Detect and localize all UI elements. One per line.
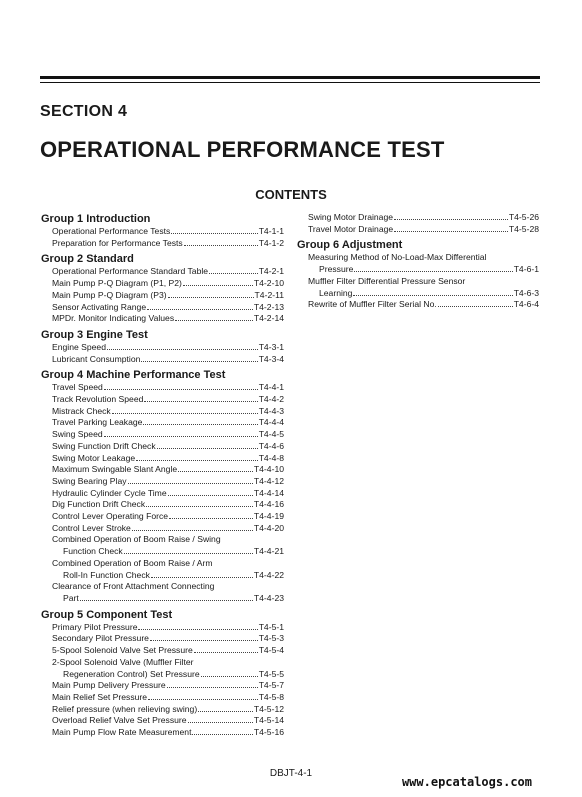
dot-leader [128,476,253,484]
toc-entry-text: Hydraulic Cylinder Cycle Time [52,487,167,498]
dot-leader [132,523,253,531]
toc-page-ref: T4-4-5 [258,429,284,440]
toc-page-ref: T4-4-8 [258,452,284,463]
toc-page-ref: T4-4-3 [258,405,284,416]
toc-page-ref: T4-4-1 [258,382,284,393]
toc-entry[interactable] [297,212,539,224]
dot-leader [354,264,512,272]
page-number: DBJT-4-1 [269,768,313,779]
toc-entry-text: Main Pump Flow Rate Measurement [52,727,192,738]
toc-entry-text: Clearance of Front Attachment Connecting [52,581,215,592]
dot-leader [148,692,258,700]
toc-page-ref: T4-1-2 [258,237,284,248]
toc-page-ref: T4-5-4 [258,645,284,656]
toc-entry-text: Swing Function Drift Check [52,440,156,451]
dot-leader [438,299,513,307]
toc-entry[interactable] [297,288,539,300]
toc-entry-line [297,252,539,264]
toc-entry-text-cont: Function Check [63,546,123,557]
toc-entry[interactable] [41,417,284,429]
dot-leader [184,238,258,246]
toc-entry[interactable] [41,278,284,290]
toc-entry-text: Swing Bearing Play [52,475,127,486]
toc-entry-line [41,558,284,570]
toc-entry[interactable] [41,499,284,511]
toc-entry-text-cont: Pressure [319,264,354,275]
toc-page-ref: T4-4-14 [253,487,284,498]
toc-entry[interactable] [41,622,284,634]
toc-page-ref: T4-2-13 [253,301,284,312]
toc-entry-text: Main Pump Delivery Pressure [52,680,166,691]
toc-entry-text: Combined Operation of Boom Raise / Swing [52,534,221,545]
toc-entry-text-cont: Regeneration Control) Set Pressure [63,668,200,679]
toc-entry-text: Maximum Swingable Slant Angle [52,464,178,475]
toc-entry-text: Operational Performance Standard Table [52,266,209,277]
toc-page-ref: T4-4-23 [253,592,284,603]
toc-entry[interactable] [41,727,284,739]
group-title: Group 4 Machine Performance Test [41,369,226,382]
dot-leader [104,429,258,437]
toc-entry-text: Swing Speed [52,429,103,440]
toc-entry[interactable] [41,302,284,314]
toc-entry[interactable] [41,382,284,394]
toc-page-ref: T4-5-1 [258,621,284,632]
toc-page-ref: T4-2-11 [254,289,284,300]
dot-leader [141,354,257,362]
toc-page-ref: T4-5-5 [258,668,284,679]
dot-leader [394,212,508,220]
toc-page-ref: T4-5-28 [508,223,539,234]
contents-heading: CONTENTS [255,187,327,202]
dot-leader [167,680,258,688]
group-title: Group 6 Adjustment [297,239,403,252]
toc-entry[interactable] [41,692,284,704]
dot-leader [168,290,254,298]
dot-leader [394,224,508,232]
toc-entry-line [41,581,284,593]
dot-leader [144,394,257,402]
header-rule-thick [40,76,540,79]
toc-entry-text: Rewrite of Muffler Filter Serial No. [308,299,437,310]
toc-page-ref: T4-5-8 [258,691,284,702]
dot-leader [168,488,253,496]
toc-page-ref: T4-4-20 [253,522,284,533]
toc-page-ref: T4-4-21 [253,546,284,557]
dot-leader [147,302,253,310]
dot-leader [80,593,253,601]
toc-entry-text: 5-Spool Solenoid Valve Set Pressure [52,645,193,656]
watermark: www.epcatalogs.com [401,775,532,789]
dot-leader [112,406,258,414]
toc-entry-text: Travel Motor Drainage [308,223,394,234]
dot-leader [157,441,258,449]
toc-entry[interactable] [41,715,284,727]
dot-leader [183,278,253,286]
dot-leader [209,266,258,274]
toc-entry-text: Secondary Pilot Pressure [52,633,149,644]
dot-leader [201,669,258,677]
toc-page-ref: T4-5-3 [258,633,284,644]
toc-entry[interactable] [297,264,539,276]
toc-page-ref: T4-5-14 [253,715,284,726]
toc-page-ref: T4-4-6 [258,440,284,451]
toc-entry[interactable] [41,290,284,302]
toc-entry[interactable] [41,511,284,523]
toc-entry[interactable] [41,342,284,354]
dot-leader [194,645,258,653]
toc-entry[interactable] [41,238,284,250]
toc-entry[interactable] [297,299,539,311]
dot-leader [151,570,253,578]
toc-entry-text: Relief pressure (when relieving swing) [52,703,198,714]
toc-entry-line [41,657,284,669]
dot-leader [192,727,252,735]
toc-page-ref: T4-2-10 [253,278,284,289]
section-label: SECTION 4 [40,103,128,120]
toc-entry[interactable] [41,669,284,681]
toc-entry-text: Control Lever Stroke [52,522,131,533]
toc-entry-line [41,534,284,546]
toc-page-ref: T4-5-16 [253,727,284,738]
toc-entry-text: Engine Speed [52,341,106,352]
dot-leader [169,511,253,519]
toc-page-ref: T4-2-14 [253,313,284,324]
toc-page-ref: T4-1-1 [258,226,284,236]
toc-entry[interactable] [41,226,284,238]
contents-right-column [297,212,539,311]
toc-entry-text: Combined Operation of Boom Raise / Arm [52,557,213,568]
toc-entry-text-cont: Roll-In Function Check [63,569,150,580]
toc-entry[interactable] [297,224,539,236]
dot-leader [143,417,257,425]
toc-entry[interactable] [41,680,284,692]
toc-entry-text-cont: Part [63,592,79,603]
toc-entry-text: Muffler Filter Differential Pressure Sensor [308,275,466,286]
toc-entry-text: Travel Speed [52,382,103,393]
toc-entry-text: Operational Performance Tests [52,226,171,236]
toc-entry-text: Mistrack Check [52,405,111,416]
toc-page-ref: T4-5-12 [253,703,284,714]
toc-page-ref: T4-2-1 [258,266,284,277]
toc-entry-text-cont: Learning [319,287,353,298]
dot-leader [198,704,253,712]
contents-left-column [41,212,284,739]
toc-entry-text: Dig Function Drift Check [52,499,146,510]
group-title: Group 2 Standard [41,253,134,266]
toc-entry[interactable] [41,394,284,406]
toc-entry-text: Overload Relief Valve Set Pressure [52,715,187,726]
page-title: OPERATIONAL PERFORMANCE TEST [40,137,445,162]
dot-leader [138,622,257,630]
toc-entry-text: Swing Motor Leakage [52,452,136,463]
toc-entry[interactable] [41,354,284,366]
dot-leader [124,546,253,554]
toc-page-ref: T4-4-19 [253,511,284,522]
toc-entry[interactable] [41,266,284,278]
group-title: Group 5 Component Test [41,608,173,621]
toc-page-ref: T4-4-10 [253,464,284,475]
toc-entry[interactable] [41,441,284,453]
toc-entry[interactable] [41,476,284,488]
dot-leader [353,288,512,296]
toc-entry-text: Main Pump P-Q Diagram (P1, P2) [52,278,182,289]
toc-entry[interactable] [41,633,284,645]
toc-entry-text: Primary Pilot Pressure [52,621,138,632]
dot-leader [136,453,258,461]
header-rule-thin [40,82,540,83]
dot-leader [188,715,253,723]
toc-entry[interactable] [41,464,284,476]
toc-entry-text: 2-Spool Solenoid Valve (Muffler Filter [52,656,194,667]
toc-entry-text: Sensor Activating Range [52,301,147,312]
toc-page-ref: T4-4-4 [258,417,284,428]
dot-leader [104,382,258,390]
toc-entry[interactable] [41,546,284,558]
toc-entry-text: Swing Motor Drainage [308,212,394,222]
toc-entry-text: Main Pump P-Q Diagram (P3) [52,289,167,300]
toc-entry-line [297,276,539,288]
toc-entry[interactable] [41,313,284,325]
toc-page-ref: T4-5-26 [508,212,539,222]
toc-page-ref: T4-6-1 [513,264,539,275]
dot-leader [175,313,253,321]
toc-entry[interactable] [41,645,284,657]
toc-entry[interactable] [41,488,284,500]
toc-entry[interactable] [41,429,284,441]
toc-page-ref: T4-4-2 [258,394,284,405]
dot-leader [178,464,253,472]
toc-entry-text: MPDr. Monitor Indicating Values [52,313,175,324]
toc-page-ref: T4-4-12 [253,475,284,486]
toc-entry-text: Measuring Method of No-Load-Max Differential [308,252,487,263]
toc-entry[interactable] [41,593,284,605]
toc-page-ref: T4-6-4 [513,299,539,310]
toc-entry[interactable] [41,406,284,418]
dot-leader [107,342,258,350]
toc-entry[interactable] [41,704,284,716]
toc-entry-text: Control Lever Operating Force [52,511,169,522]
toc-page-ref: T4-5-7 [258,680,284,691]
toc-page-ref: T4-3-4 [258,353,284,364]
toc-entry[interactable] [41,453,284,465]
dot-leader [171,226,257,234]
dot-leader [150,633,258,641]
toc-entry-text: Lubricant Consumption [52,353,141,364]
toc-entry-text: Main Relief Set Pressure [52,691,148,702]
toc-page-ref: T4-3-1 [258,341,284,352]
toc-entry-text: Travel Parking Leakage [52,417,143,428]
toc-page-ref: T4-6-3 [513,287,539,298]
toc-entry-text: Preparation for Performance Tests [52,237,183,248]
group-title: Group 1 Introduction [41,213,151,225]
toc-page-ref: T4-4-16 [253,499,284,510]
toc-entry-text: Track Revolution Speed [52,394,144,405]
toc-entry[interactable] [41,570,284,582]
dot-leader [146,499,253,507]
toc-page-ref: T4-4-22 [253,569,284,580]
group-title: Group 3 Engine Test [41,328,148,341]
toc-entry[interactable] [41,523,284,535]
